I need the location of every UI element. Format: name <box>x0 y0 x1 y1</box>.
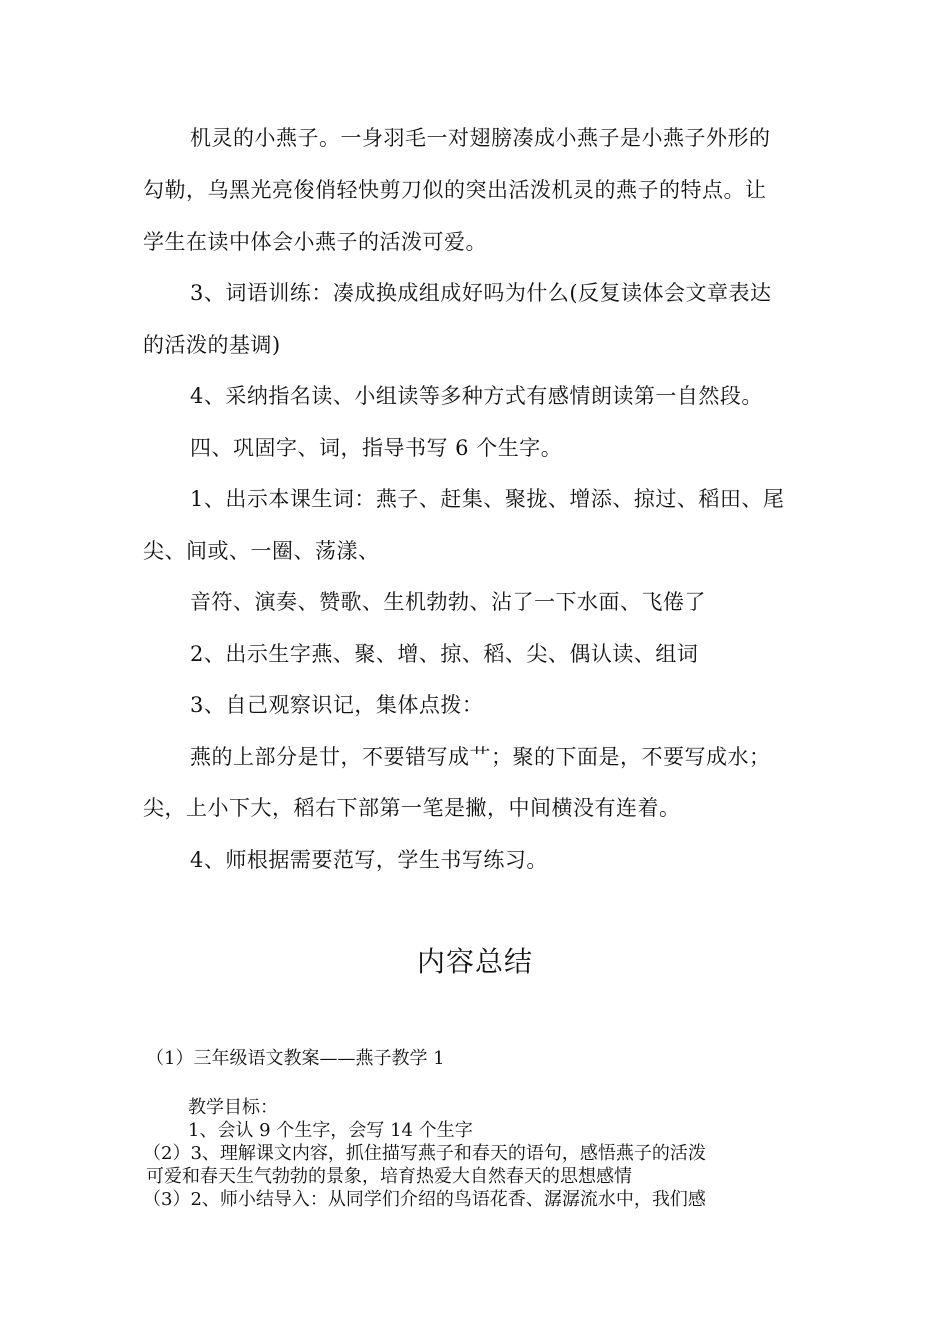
body-line-9: 尖、间或、一圈、荡漾、 <box>143 539 380 563</box>
body-line-11: 2、出示生字燕、聚、增、掠、稻、尖、偶认读、组词 <box>190 642 699 666</box>
summary-line-1: （1）三年级语文教案——燕子教学 1 <box>146 1048 445 1069</box>
body-line-15: 4、师根据需要范写，学生书写练习。 <box>190 848 548 872</box>
summary-title: 内容总结 <box>416 945 533 978</box>
summary-line-3: 1、会认 9 个生字，会写 14 个生字 <box>188 1120 473 1141</box>
summary-line-2: 教学目标： <box>188 1097 278 1118</box>
body-line-13: 燕的上部分是廿，不要错写成艹；聚的下面是，不要写成水； <box>190 745 771 769</box>
body-line-14: 尖，上小下大，稻右下部第一笔是撇，中间横没有连着。 <box>143 796 681 820</box>
body-line-6: 4、采纳指名读、小组读等多种方式有感情朗读第一自然段。 <box>190 384 763 408</box>
body-line-7: 四、巩固字、词，指导书写 6 个生字。 <box>190 436 563 460</box>
body-line-10: 音符、演奏、赞歌、生机勃勃、沾了一下水面、飞倦了 <box>190 590 706 614</box>
body-line-12: 3、自己观察识记，集体点拨： <box>190 693 484 717</box>
body-line-3: 学生在读中体会小燕子的活泼可爱。 <box>143 230 487 254</box>
body-line-4: 3、词语训练：凑成换成组成好吗为什么(反复读体会文章表达 <box>190 281 772 305</box>
body-line-2: 勾勒，乌黑光亮俊俏轻快剪刀似的突出活泼机灵的燕子的特点。让 <box>143 178 767 202</box>
summary-line-6: （3）2、师小结导入：从同学们介绍的鸟语花香、潺潺流水中，我们感 <box>143 1189 706 1210</box>
summary-line-4: （2）3、理解课文内容，抓住描写燕子和春天的语句，感悟燕子的活泼 <box>143 1143 706 1164</box>
body-line-1: 机灵的小燕子。一身羽毛一对翅膀凑成小燕子是小燕子外形的 <box>190 126 771 150</box>
body-line-8: 1、出示本课生词：燕子、赶集、聚拢、增添、掠过、稻田、尾 <box>190 487 785 511</box>
body-line-5: 的活泼的基调) <box>143 333 281 357</box>
summary-line-5: 可爱和春天生气勃勃的景象，培育热爱大自然春天的思想感情 <box>146 1166 632 1187</box>
